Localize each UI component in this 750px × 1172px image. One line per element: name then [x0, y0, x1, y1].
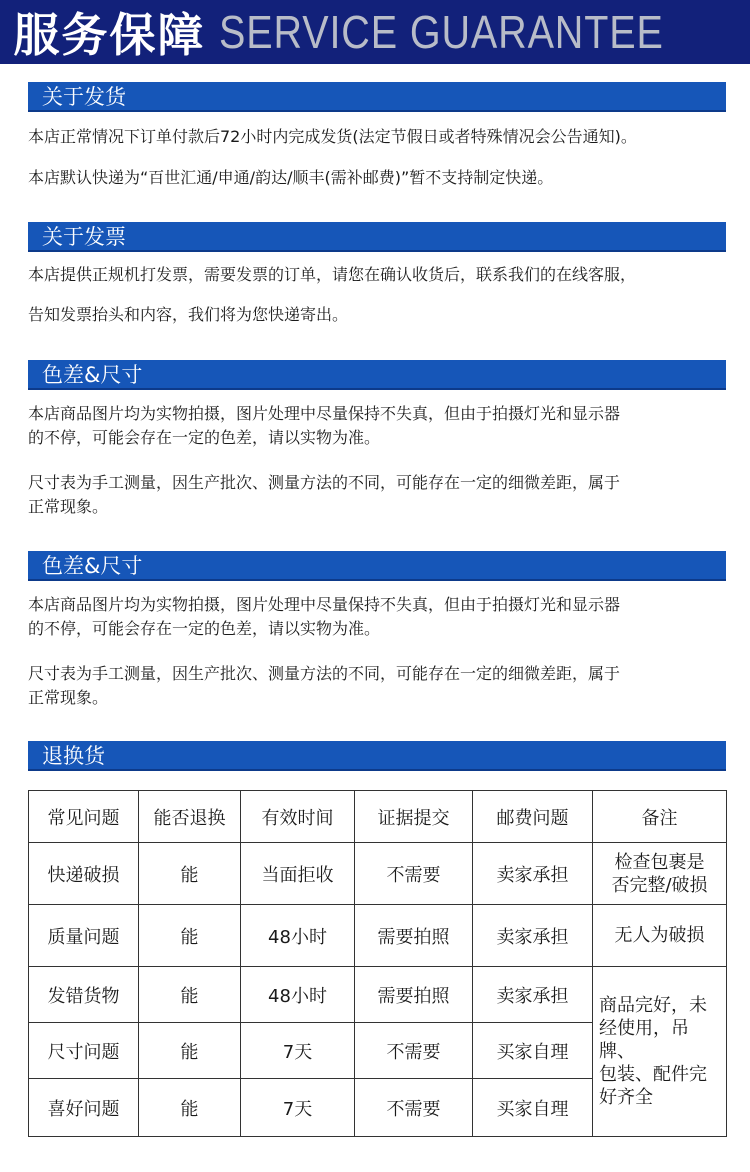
note-line: 商品完好，未	[599, 995, 707, 1016]
table-cell: 能	[139, 1079, 241, 1137]
shipping-paragraph: 本店默认快递为“百世汇通/申通/韵达/顺丰(需补邮费)”暂不支持制定快递。	[28, 168, 554, 187]
header-cell: 邮费问题	[473, 791, 593, 843]
color-size-paragraph: 的不停，可能会存在一定的色差，请以实物为准。	[28, 619, 381, 638]
section-heading-returns: 退换货	[28, 741, 726, 771]
note-line: 好齐全	[599, 1087, 653, 1108]
table-row	[29, 905, 727, 967]
color-size-paragraph: 本店商品图片均为实物拍摄，图片处理中尽量保持不失真，但由于拍摄灯光和显示器	[28, 595, 621, 614]
table-row	[29, 967, 727, 1023]
header-cell: 有效时间	[241, 791, 355, 843]
table-cell: 能	[139, 905, 241, 967]
table-cell: 7天	[241, 1023, 355, 1079]
table-cell: 快递破损	[29, 843, 139, 905]
color-size-paragraph: 的不停，可能会存在一定的色差，请以实物为准。	[28, 428, 381, 447]
header-cell: 证据提交	[355, 791, 473, 843]
invoice-paragraph: 本店提供正规机打发票，需要发票的订单，请您在确认收货后，联系我们的在线客服，	[28, 265, 637, 284]
page-banner	[0, 0, 750, 64]
note-cell	[593, 843, 727, 905]
table-cell: 能	[139, 843, 241, 905]
header-cell: 能否退换	[139, 791, 241, 843]
table-cell: 需要拍照	[355, 967, 473, 1023]
table-cell: 卖家承担	[473, 905, 593, 967]
table-cell: 能	[139, 1023, 241, 1079]
section-heading-color-size: 色差&尺寸	[28, 360, 726, 390]
note-line: 检查包裹是	[614, 851, 705, 873]
table-cell: 发错货物	[29, 967, 139, 1023]
table-row	[29, 843, 727, 905]
table-cell: 能	[139, 967, 241, 1023]
color-size-paragraph: 正常现象。	[28, 497, 109, 516]
table-cell: 需要拍照	[355, 905, 473, 967]
color-size-paragraph: 尺寸表为手工测量，因生产批次、测量方法的不同，可能存在一定的细微差距，属于	[28, 473, 621, 492]
invoice-paragraph: 告知发票抬头和内容，我们将为您快递寄出。	[28, 305, 349, 324]
note-line: 否完整/破损	[611, 874, 708, 896]
section-heading-shipping: 关于发货	[28, 82, 726, 112]
table-cell: 卖家承担	[473, 967, 593, 1023]
note-cell: 无人为破损	[593, 905, 727, 967]
note-cell-merged	[593, 967, 727, 1137]
table-cell: 买家自理	[473, 1023, 593, 1079]
table-cell: 不需要	[355, 843, 473, 905]
banner-title-cn: 服务保障	[13, 8, 206, 62]
table-cell: 买家自理	[473, 1079, 593, 1137]
note-line: 经使用，吊牌、	[599, 1018, 689, 1062]
table-cell: 质量问题	[29, 905, 139, 967]
section-heading-invoice: 关于发票	[28, 222, 726, 252]
table-cell: 当面拒收	[241, 843, 355, 905]
table-cell: 喜好问题	[29, 1079, 139, 1137]
table-cell: 卖家承担	[473, 843, 593, 905]
table-cell: 不需要	[355, 1079, 473, 1137]
color-size-paragraph: 正常现象。	[28, 688, 109, 707]
returns-table	[28, 790, 727, 1137]
header-cell: 备注	[593, 791, 727, 843]
section-heading-color-size: 色差&尺寸	[28, 551, 726, 581]
color-size-paragraph: 本店商品图片均为实物拍摄，图片处理中尽量保持不失真，但由于拍摄灯光和显示器	[28, 404, 621, 423]
table-header-row	[29, 791, 727, 843]
table-cell: 48小时	[241, 967, 355, 1023]
shipping-paragraph: 本店正常情况下订单付款后72小时内完成发货(法定节假日或者特殊情况会公告通知)。	[28, 127, 637, 146]
banner-title-en: SERVICE GUARANTEE	[219, 6, 665, 58]
header-cell: 常见问题	[29, 791, 139, 843]
table-cell: 不需要	[355, 1023, 473, 1079]
table-cell: 尺寸问题	[29, 1023, 139, 1079]
table-cell: 48小时	[241, 905, 355, 967]
table-cell: 7天	[241, 1079, 355, 1137]
color-size-paragraph: 尺寸表为手工测量，因生产批次、测量方法的不同，可能存在一定的细微差距，属于	[28, 664, 621, 683]
note-line: 包装、配件完	[599, 1064, 707, 1085]
